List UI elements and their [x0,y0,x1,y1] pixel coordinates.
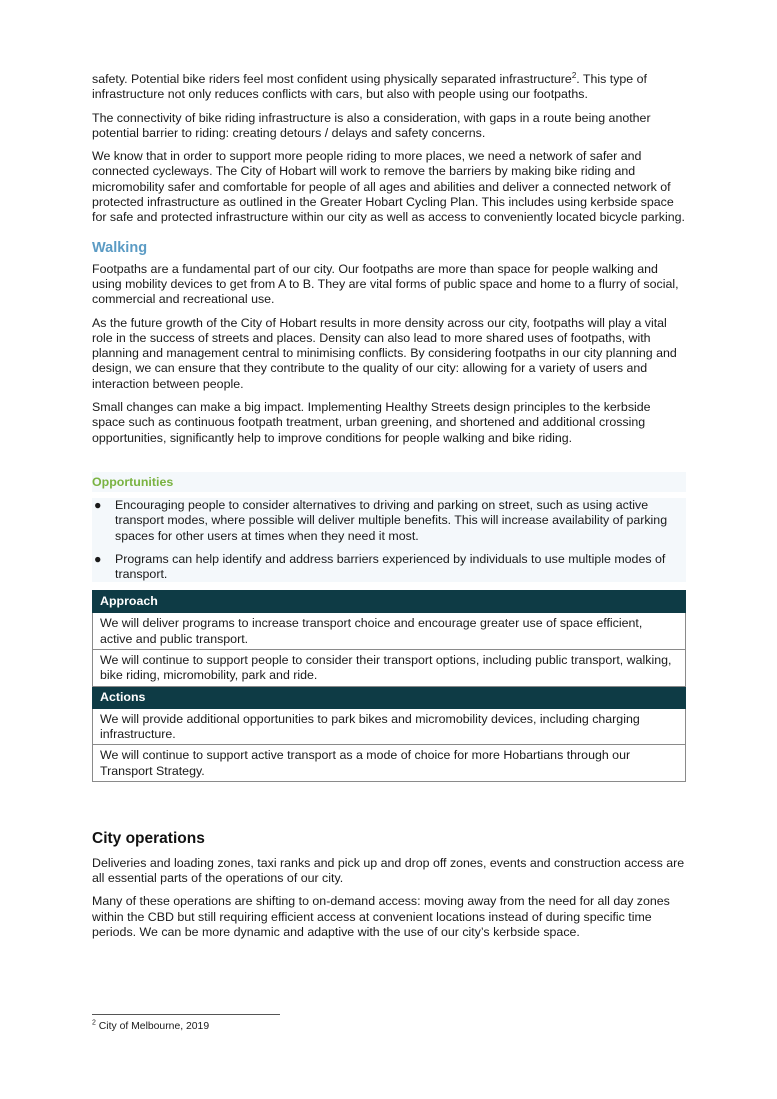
walking-paragraph-1: Footpaths are a fundamental part of our city. Our footpaths are more than space for people walking and using mobility devices to get from A to B. They are vital forms of public space and home to a flurry of social, commercial and recreational use. [92,261,679,307]
actions-heading: Actions [93,686,686,708]
intro-paragraph-3: We know that in order to support more people riding to more places, we need a network of safer and connected cycleways. The City of Hobart will work to remove the barriers by making bike riding and micromobility safer and comfortable for people of all ages and abilities and deliver a connected network of protected infrastructure as outlined in the Greater Hobart Cycling Plan. This includes using kerbside space for safe and protected infrastructure within our city as well as access to conveniently located bicycle parking. [92,149,685,225]
walking-heading: Walking [92,239,148,256]
list-item: ● Encouraging people to consider alternatives to driving and parking on street, such as using active transport modes, where possible will deliver multiple benefits. This will increase availability of parking spaces for other users at times when they need it most. [94,497,668,543]
opportunities-list [92,498,686,582]
page-content [92,72,686,948]
table-row: We will continue to support people to consider their transport options, including public transport, walking, bike riding, micromobility, park and ride. [93,650,686,687]
table-row: We will provide additional opportunities to park bikes and micromobility devices, including charging infrastructure. [93,708,686,745]
opportunities-heading: Opportunities [92,472,686,492]
table-row: We will deliver programs to increase transport choice and encourage greater use of space efficient, active and public transport. [93,613,686,650]
city-operations-paragraph-2: Many of these operations are shifting to on-demand access: moving away from the need for all day zones within the CBD but still requiring efficient access at convenient locations instead of during specific time periods. We can be more dynamic and adaptive with the use of our city’s kerbside space. [92,894,670,939]
city-operations-heading: City operations [92,829,205,847]
intro-paragraph-2: The connectivity of bike riding infrastructure is also a consideration, with gaps in a route being another potential barrier to riding: creating detours / delays and safety concerns. [92,110,651,140]
footnote [92,1014,280,1041]
walking-paragraph-3: Small changes can make a big impact. Implementing Healthy Streets design principles to the kerbside space such as continuous footpath treatment, urban greening, and shortened and additional crossing opportunities, significantly help to improve conditions for people walking and bike riding. [92,400,651,445]
city-operations-paragraph-1: Deliveries and loading zones, taxi ranks and pick up and drop off zones, events and construction access are all essential parts of the operations of our city. [92,855,685,886]
bullet-icon: ● [94,497,102,512]
walking-paragraph-2: As the future growth of the City of Hobart results in more density across our city, footpaths will play a vital role in the success of streets and places. Density can also lead to more shared uses of footpaths, with planning and management central to minimising conflicts. By considering footpaths in our city planning and design, we can ensure that they contribute to the quality of our city: allowing for a variety of users and interaction between people. [92,315,677,391]
table-row: We will continue to support active transport as a mode of choice for more Hobartians through our Transport Strategy. [93,745,686,782]
bullet-icon: ● [94,551,102,566]
intro-paragraph-1: safety. Potential bike riders feel most confident using physically separated infrastructure$^2$. This type of infrastructure not only reduces conflicts with cars, but also with people using our footpaths. [92,70,647,102]
approach-heading: Approach [93,591,686,613]
footnote-text: $^2$ City of Melbourne, 2019 [92,1019,210,1032]
list-item: ● Programs can help identify and address barriers experienced by individuals to use multiple modes of transport. [94,551,666,582]
opportunities-panel [92,472,686,782]
footnote-number: 2 [92,1019,96,1027]
approach-actions-table [92,590,686,781]
footnote-reference[interactable]: 2 [571,70,577,80]
